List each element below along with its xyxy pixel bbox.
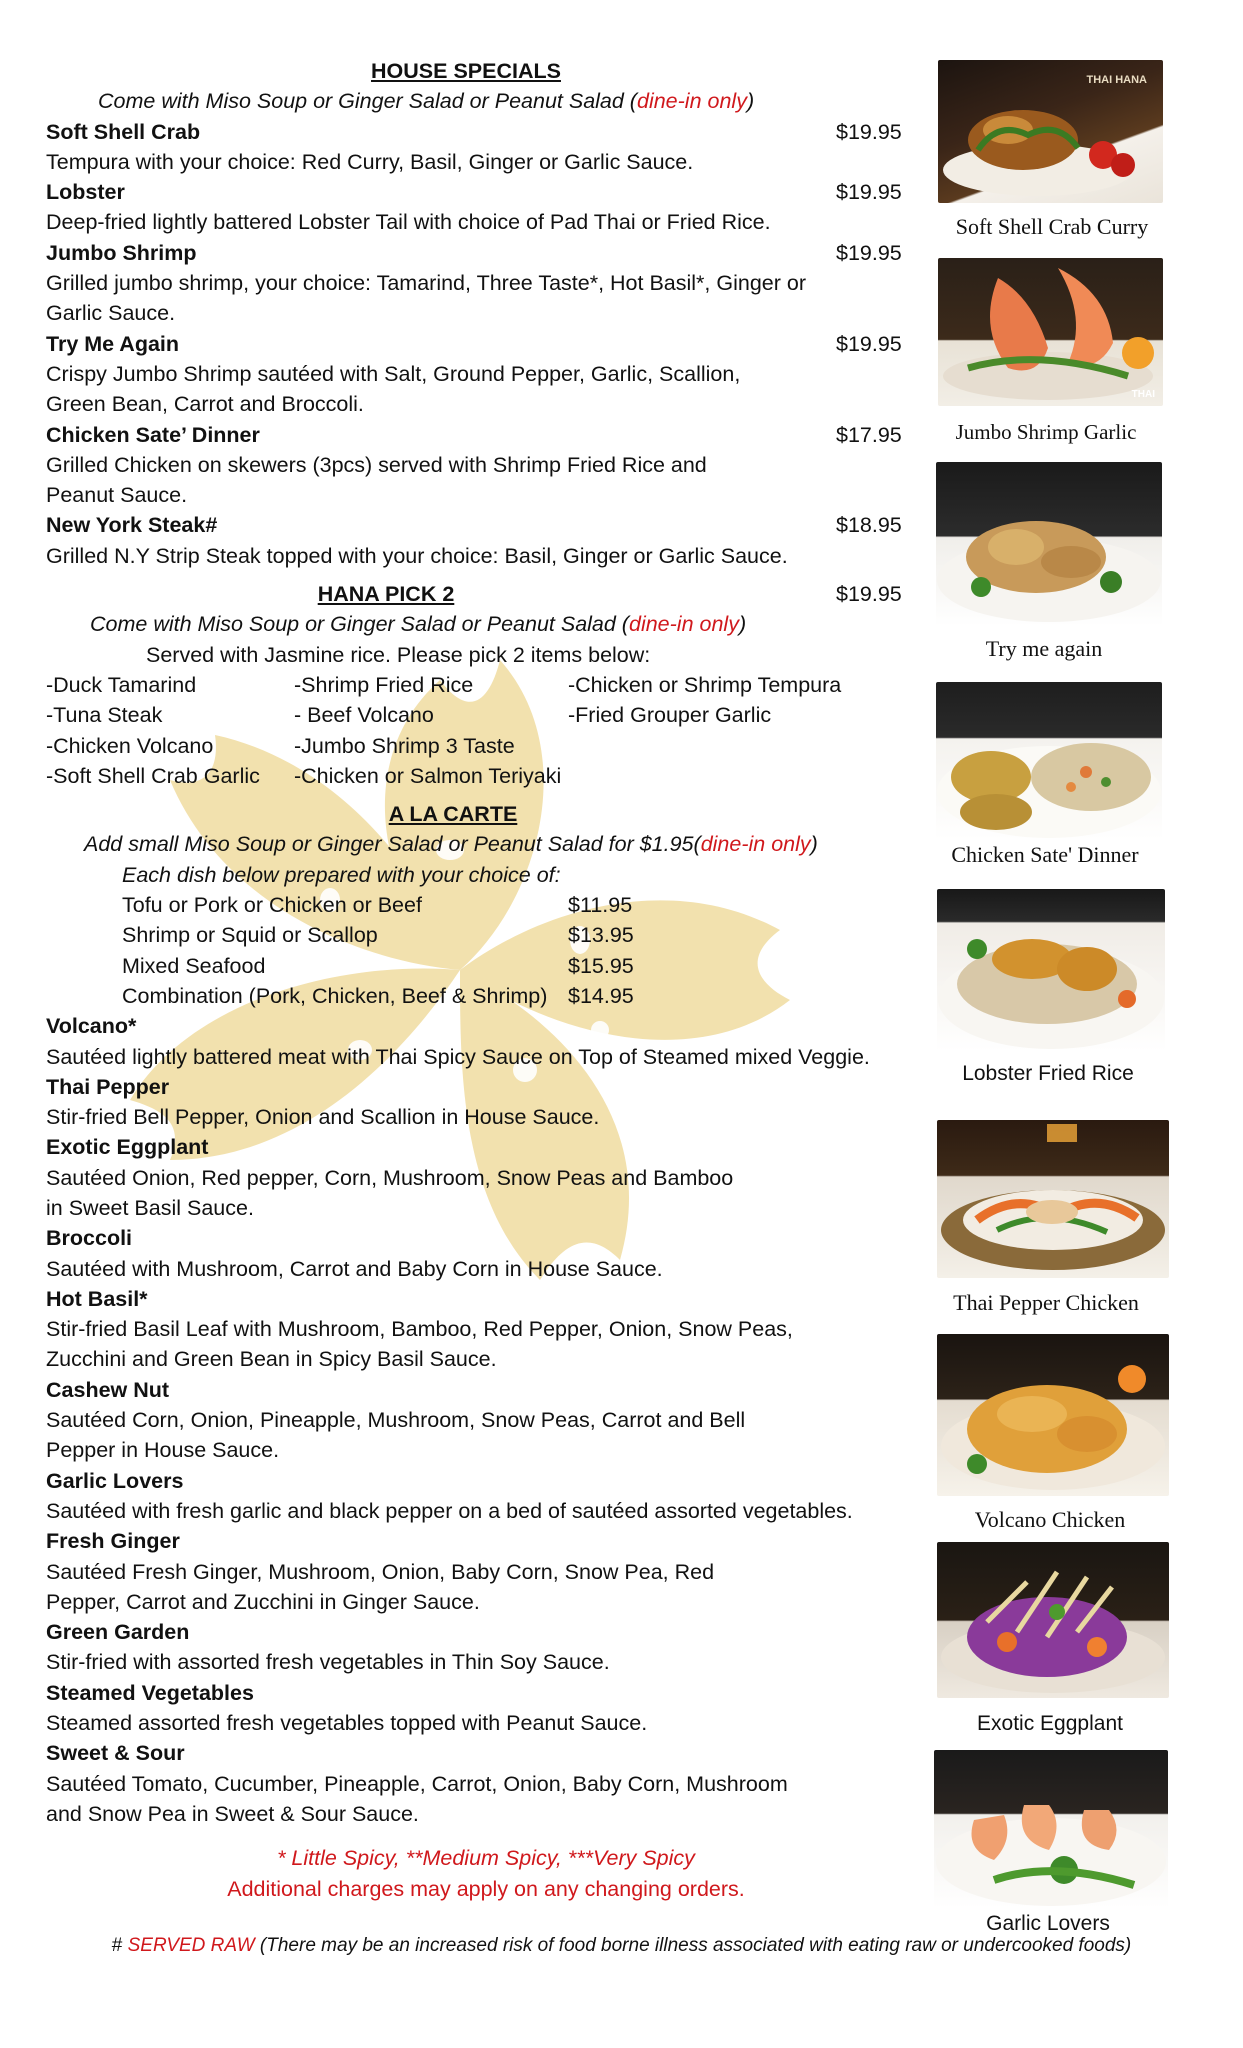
- pick-choice: -Chicken Volcano: [46, 733, 214, 758]
- hana-pick-choices: [46, 670, 926, 791]
- dish-price: $18.95: [836, 513, 902, 538]
- chicken-sate-dinner-photo: [936, 682, 1162, 840]
- protein-option: Mixed Seafood $15.95: [122, 953, 634, 978]
- dish-price: $17.95: [836, 422, 902, 447]
- alc-dish: Cashew Nut Sautéed Corn, Onion, Pineapple, Mushroom, Snow Peas, Carrot and Bell Pepper in House Sauce.: [46, 1377, 746, 1463]
- protein-option: Combination (Pork, Chicken, Beef & Shrimp) $14.95: [122, 983, 634, 1008]
- photo-caption: Exotic Eggplant: [977, 1712, 1123, 1735]
- food-photo-art: [937, 1120, 1169, 1278]
- photo-caption: Jumbo Shrimp Garlic: [955, 420, 1137, 444]
- hana-pick-intro: Come with Miso Soup or Ginger Salad or Peanut Salad (dine-in only): [90, 612, 747, 637]
- dish-price: $19.95: [836, 240, 902, 265]
- alc-dish: Sweet & Sour Sautéed Tomato, Cucumber, Pineapple, Carrot, Onion, Baby Corn, Mushroom and Snow Pea in Sweet & Sour Sauce.: [46, 1741, 788, 1826]
- protein-option: Shrimp or Squid or Scallop $13.95: [122, 923, 634, 948]
- a-la-carte-intro: Add small Miso Soup or Ginger Salad or Peanut Salad for $1.95(dine-in only): [84, 832, 818, 857]
- house-special-item: [46, 329, 926, 420]
- dish-description: Crispy Jumbo Shrimp sautéed with Salt, Ground Pepper, Garlic, Scallion,: [46, 361, 741, 386]
- dish-price: $19.95: [836, 180, 902, 205]
- dish-description: Peanut Sauce.: [46, 483, 188, 508]
- dish-description: Tempura with your choice: Red Curry, Basil, Ginger or Garlic Sauce.: [46, 149, 694, 174]
- thai-hana-flower-logo-icon: THAI HANA: [1086, 74, 1147, 86]
- alc-dish: Broccoli Sautéed with Mushroom, Carrot and Baby Corn in House Sauce.: [46, 1226, 663, 1281]
- thai-logo-icon: THAI: [1131, 389, 1155, 400]
- pick-choice: -Soft Shell Crab Garlic: [46, 763, 260, 788]
- dish-description: Grilled jumbo shrimp, your choice: Tamarind, Three Taste*, Hot Basil*, Ginger or: [46, 271, 806, 296]
- alc-dish: Volcano* Sautéed lightly battered meat with Thai Spicy Sauce on Top of Steamed mixed Veggie.: [46, 1014, 870, 1069]
- dish-name: New York Steak#: [46, 513, 218, 538]
- jumbo-shrimp-garlic-photo: [938, 258, 1163, 406]
- dish-name: Lobster: [46, 180, 125, 205]
- protein-option: Tofu or Pork or Chicken or Beef $11.95: [122, 893, 633, 918]
- food-photo-art: [936, 462, 1162, 626]
- thai-pepper-chicken-photo: [937, 1120, 1169, 1278]
- photo-caption: Chicken Sate' Dinner: [951, 842, 1139, 867]
- alc-dish: Steamed Vegetables Steamed assorted fresh vegetables topped with Peanut Sauce.: [46, 1680, 648, 1736]
- dish-price: $19.95: [836, 331, 902, 356]
- house-special-item: [46, 117, 926, 178]
- photo-caption: Lobster Fried Rice: [962, 1062, 1134, 1085]
- hana-pick-header: [46, 579, 926, 609]
- pick-choice: -Duck Tamarind: [46, 672, 197, 697]
- food-photo-art: [937, 1334, 1169, 1496]
- alc-dish: Garlic Lovers Sautéed with fresh garlic and black pepper on a bed of sautéed assorted vegetables.: [46, 1468, 853, 1523]
- dish-description: Grilled Chicken on skewers (3pcs) served with Shrimp Fried Rice and: [46, 452, 707, 477]
- alc-dish: Exotic Eggplant Sautéed Onion, Red pepper, Corn, Mushroom, Snow Peas and Bamboo in Sweet Basil Sauce.: [46, 1135, 734, 1220]
- raw-food-footnote: # SERVED RAW (There may be an increased risk of food borne illness associated with eating raw or undercooked foods): [111, 1935, 1132, 1956]
- pick-choice: - Beef Volcano: [294, 703, 434, 728]
- lobster-fried-rice-photo: [937, 889, 1165, 1051]
- alc-dish: Hot Basil* Stir-fried Basil Leaf with Mushroom, Bamboo, Red Pepper, Onion, Snow Peas, Zucchini and Green Bean in Spicy Basil Sauce.: [46, 1286, 793, 1372]
- volcano-chicken-photo: [937, 1334, 1169, 1496]
- garlic-lovers-photo: [934, 1750, 1168, 1908]
- house-specials-intro: Come with Miso Soup or Ginger Salad or Peanut Salad (dine-in only): [98, 89, 755, 114]
- try-me-again-photo: [936, 462, 1162, 626]
- photo-caption: Garlic Lovers: [986, 1912, 1110, 1935]
- dish-description: Deep-fried lightly battered Lobster Tail with choice of Pad Thai or Fried Rice.: [46, 210, 771, 235]
- photo-caption: Try me again: [985, 636, 1103, 661]
- a-la-carte-heading: A LA CARTE: [388, 802, 518, 827]
- food-photo-art: [937, 889, 1165, 1051]
- dish-description: Garlic Sauce.: [46, 301, 176, 326]
- exotic-eggplant-photo: [937, 1542, 1169, 1698]
- pick-choice: -Fried Grouper Garlic: [568, 703, 772, 728]
- protein-price-list: [122, 890, 926, 1011]
- food-photo-art: [938, 258, 1163, 406]
- photo-caption: Volcano Chicken: [974, 1507, 1126, 1532]
- dish-description: Grilled N.Y Strip Steak topped with your choice: Basil, Ginger or Garlic Sauce.: [46, 543, 788, 568]
- menu-text-column: [46, 56, 926, 1904]
- house-special-item: [46, 177, 926, 238]
- food-photo-art: [936, 682, 1162, 840]
- alc-dish: Green Garden Stir-fried with assorted fresh vegetables in Thin Soy Sauce.: [46, 1620, 610, 1675]
- dish-name: Chicken Sate’ Dinner: [46, 422, 260, 447]
- soft-shell-crab-curry-photo: [938, 60, 1163, 203]
- dish-description: Green Bean, Carrot and Broccoli.: [46, 392, 364, 417]
- house-specials-heading: HOUSE SPECIALS: [371, 59, 561, 83]
- dish-price: $19.95: [836, 119, 902, 144]
- dish-name: Try Me Again: [46, 331, 180, 356]
- house-special-item: [46, 510, 926, 571]
- food-photo-art: [937, 1542, 1169, 1698]
- hana-pick-price: $19.95: [836, 582, 902, 607]
- alc-dish: Fresh Ginger Sautéed Fresh Ginger, Mushroom, Onion, Baby Corn, Snow Pea, Red Pepper, Carrot and Zucchini in Ginger Sauce.: [46, 1529, 715, 1614]
- charges-note: Additional charges may apply on any changing orders.: [227, 1876, 745, 1901]
- pick-choice: -Jumbo Shrimp 3 Taste: [294, 733, 515, 758]
- hana-pick-instruction: Served with Jasmine rice. Please pick 2 items below:: [146, 642, 651, 667]
- food-photo-art: [934, 1750, 1168, 1908]
- dish-name: Soft Shell Crab: [46, 119, 201, 144]
- house-special-item: [46, 238, 926, 329]
- pick-choice: [568, 731, 868, 761]
- pick-choice: -Tuna Steak: [46, 703, 163, 728]
- prep-note: Each dish below prepared with your choice of:: [122, 862, 561, 887]
- alc-dish: Thai Pepper Stir-fried Bell Pepper, Onion and Scallion in House Sauce.: [46, 1074, 600, 1130]
- pick-choice: -Shrimp Fried Rice: [294, 672, 474, 697]
- pick-choice: [568, 761, 868, 791]
- pick-choice: -Chicken or Salmon Teriyaki: [294, 763, 562, 788]
- house-special-item: [46, 420, 926, 511]
- photo-caption: Soft Shell Crab Curry: [955, 214, 1149, 239]
- photo-caption: Thai Pepper Chicken: [953, 1290, 1139, 1315]
- dish-name: Jumbo Shrimp: [46, 240, 197, 265]
- spicy-legend: * Little Spicy, **Medium Spicy, ***Very Spicy: [277, 1846, 695, 1871]
- pick-choice: -Chicken or Shrimp Tempura: [568, 672, 842, 697]
- hana-pick-heading: HANA PICK 2: [317, 582, 455, 607]
